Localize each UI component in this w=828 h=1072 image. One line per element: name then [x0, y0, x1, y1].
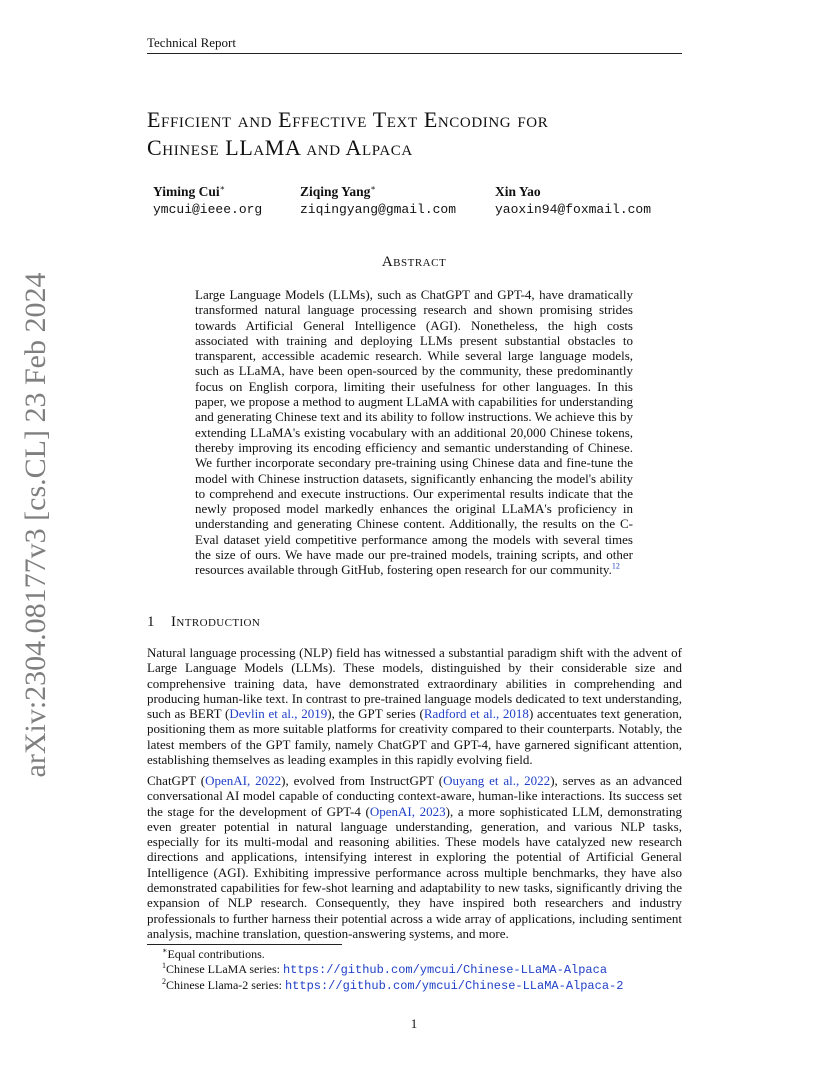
footnote-item [162, 962, 623, 978]
footnote-rule [147, 944, 342, 945]
abstract-body [195, 287, 633, 578]
abstract-heading: Abstract [381, 254, 447, 270]
footnote-mark: 1 [162, 961, 166, 970]
footnote-text: Chinese LLaMA series: [166, 962, 283, 976]
author-email[interactable]: ymcui@ieee.org [153, 202, 263, 217]
paragraph-text: ), evolved from InstructGPT ( [281, 773, 444, 788]
intro-paragraph-1 [147, 645, 682, 767]
author-name: Yiming Cui [153, 184, 220, 199]
footnotes [162, 947, 623, 994]
footnote-mark: 2 [162, 977, 166, 986]
paragraph-text: ), the GPT series ( [327, 706, 424, 722]
citation-link[interactable]: Radford et al., 2018 [423, 706, 529, 722]
page-number: 1 [410, 1016, 418, 1031]
citation-link[interactable]: OpenAI, 2022 [205, 773, 282, 788]
header-rule [147, 53, 682, 54]
paragraph-text: ChatGPT ( [147, 773, 206, 788]
section-title: Introduction [171, 614, 261, 630]
author-email[interactable]: yaoxin94@foxmail.com [495, 202, 652, 217]
title-line-1: Efficient and Effective Text Encoding for [147, 107, 549, 132]
author-3 [495, 183, 651, 219]
footnote-url-link[interactable]: https://github.com/ymcui/Chinese-LLaMA-Alpaca [282, 963, 608, 977]
arxiv-stamp: arXiv:2304.08177v3 [cs.CL] 23 Feb 2024 [19, 272, 52, 778]
paragraph-text: ) accentuates text generation, positioning them as more suitable platforms for creativity compared to their counterparts. Notably, the latest members of the GPT family, namely ChatGPT and GPT-4, have garnered significant attention, establishing themselves as leading examples in this rapidly evolving field. [147, 706, 682, 768]
equal-contribution-mark: ∗ [219, 183, 226, 193]
author-1 [153, 183, 262, 219]
author-email[interactable]: ziqingyang@gmail.com [300, 202, 457, 217]
footnote-mark: ∗ [162, 946, 168, 955]
author-name: Xin Yao [495, 184, 541, 199]
section-heading-introduction [147, 614, 260, 631]
paragraph-text: Natural language processing (NLP) field has witnessed a substantial paradigm shift with the advent of Large Language Models (LLMs). These models, distinguished by their considerable size and comprehensive training data, have demonstrated extraordinary abilities in comprehending and producing human-like text. In contrast to pre-trained language models dedicated to text understanding, such as BERT ( [147, 645, 682, 722]
paragraph-text: ), serves as an advanced conversational AI model capable of conducting context-aware, human-like interactions. Its success set the stage for the development of GPT-4 ( [147, 773, 683, 819]
footnote-text: Equal contributions. [167, 947, 265, 961]
abstract-text: Large Language Models (LLMs), such as ChatGPT and GPT-4, have dramatically transformed natural language processing research and shown promising strides towards Artificial General Intelligence (AGI). Nonetheless, the high costs associated with training and deploying LLMs present substantial obstacles to transparent, accessible academic research. While several large language models, such as LLaMA, have been open-sourced by the community, these predominantly focus on English corpora, limiting their usefulness for other languages. In this paper, we propose a method to augment LLaMA with capabilities for understanding and generating Chinese text and its ability to follow instructions. We achieve this by extending LLaMA's existing vocabulary with an additional 20,000 Chinese tokens, thereby improving its encoding efficiency and semantic understanding of Chinese. We further incorporate secondary pre-training using Chinese data and fine-tune the model with Chinese instruction datasets, significantly enhancing the model's ability to comprehend and execute instructions. Our experimental results indicate that the newly proposed model markedly enhances the original LLaMA's proficiency in understanding and generating Chinese content. Additionally, the results on the C-Eval dataset yield competitive performance among the models with several times the size of ours. We have made our pre-trained models, training scripts, and other resources available through GitHub, fostering open research for our community. [195, 287, 633, 578]
section-number: 1 [147, 614, 155, 630]
footnote-item [162, 947, 623, 962]
author-2 [300, 183, 456, 219]
footnote-item [162, 978, 623, 994]
running-header: Technical Report [147, 35, 236, 50]
footnote-url-link[interactable]: https://github.com/ymcui/Chinese-LLaMA-Alpaca-2 [284, 979, 624, 993]
footnote-link[interactable]: 12 [611, 562, 620, 572]
footnote-text: Chinese Llama-2 series: [166, 978, 285, 992]
citation-link[interactable]: Devlin et al., 2019 [229, 706, 328, 722]
citation-link[interactable]: Ouyang et al., 2022 [443, 773, 551, 788]
citation-link[interactable]: OpenAI, 2023 [369, 803, 446, 819]
equal-contribution-mark: ∗ [370, 183, 376, 193]
author-name: Ziqing Yang [300, 184, 371, 199]
intro-paragraph-2 [147, 773, 682, 941]
paragraph-text: ), a more sophisticated LLM, demonstrating even greater potential in natural language understanding, generation, and various NLP tasks, especially for its multi-modal and reasoning abilities. These models have catalyzed new research directions and applications, intensifying interest in exploring the potential of Artificial General Intelligence (AGI). Exhibiting impressive performance across multiple benchmarks, they have also demonstrated capabilities for few-shot learning and adaptability to new tasks, significantly driving the expansion of NLP research. Consequently, they have inspired both researchers and industry professionals to further harness their potential across a wide array of applications, including sentiment analysis, machine translation, question-answering systems, and more. [147, 803, 682, 941]
title-line-2: Chinese LLaMA and Alpaca [147, 135, 413, 160]
paper-title [147, 106, 687, 162]
